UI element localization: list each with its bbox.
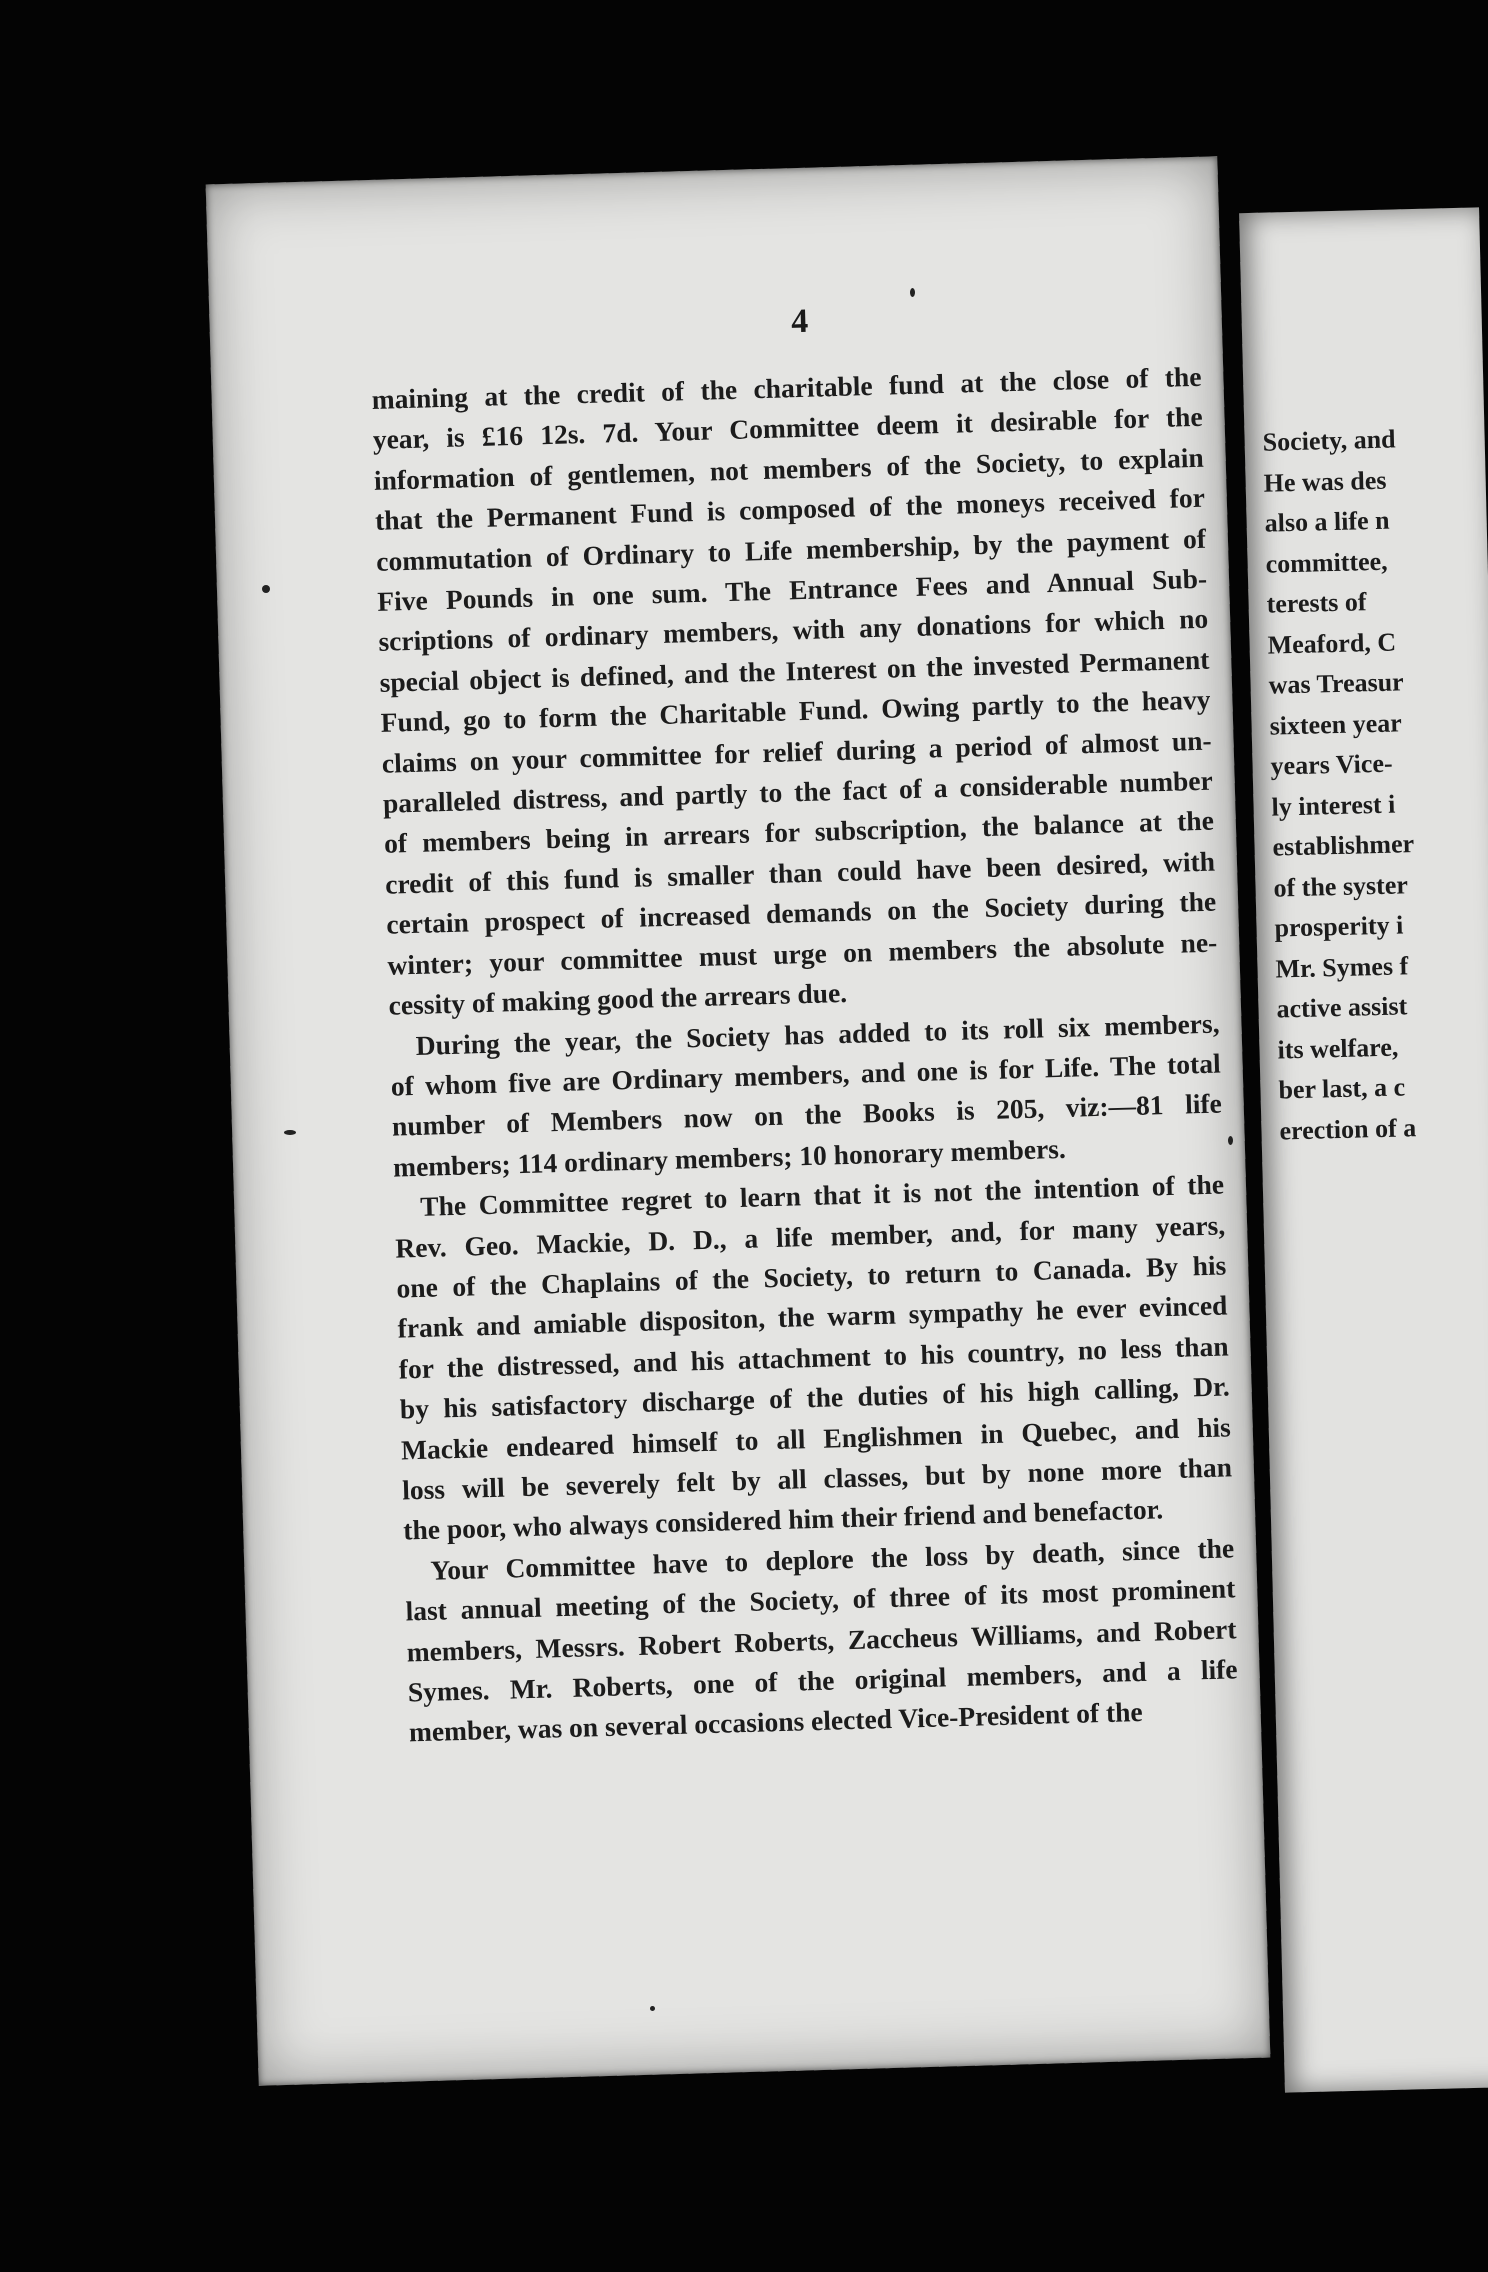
- dust-speck: [284, 1130, 296, 1135]
- facing-page-fragment: [1239, 207, 1488, 2092]
- text-line: credit of this fund is smaller than could have been desired, with: [384, 845, 1216, 900]
- facing-page-line: terests of: [1266, 587, 1367, 619]
- text-line: members; 114 ordinary members; 10 honorary members.: [392, 1132, 1067, 1183]
- text-line: Five Pounds in one sum. The Entrance Fees and Annual Sub-: [376, 562, 1208, 617]
- facing-page-line: ber last, a c: [1278, 1072, 1406, 1105]
- text-line: claims on your committee for relief during a period of almost un-: [381, 724, 1212, 779]
- facing-page-line: prosperity i: [1274, 910, 1404, 943]
- paragraph: [394, 1165, 1234, 1552]
- text-line: frank and amiable dispositon, the warm sympathy he ever evinced: [397, 1289, 1228, 1344]
- facing-page-line: was Treasur: [1268, 667, 1405, 700]
- facing-page-text: [1262, 419, 1421, 1151]
- text-line: year, is £16 12s. 7d. Your Committee deem it desirable for the: [372, 401, 1203, 456]
- text-line: Your Committee have to deplore the loss by death, since the: [429, 1532, 1235, 1586]
- text-line: that the Permanent Fund is composed of the moneys received for: [374, 481, 1206, 537]
- facing-page-line: Mr. Symes f: [1275, 950, 1409, 984]
- text-line: by his satisfactory discharge of the duties of his high calling, Dr.: [399, 1370, 1231, 1425]
- text-line: one of the Chaplains of the Society, to return to Canada. By his: [396, 1249, 1227, 1304]
- facing-page-line: establishmer: [1272, 829, 1415, 862]
- facing-page-line: also a life n: [1264, 505, 1390, 538]
- facing-page-line: its welfare,: [1277, 1032, 1399, 1065]
- page-number: 4: [790, 302, 809, 341]
- text-line: special object is defined, and the Interest on the invested Permanent: [379, 643, 1210, 698]
- text-line: cessity of making good the arrears due.: [388, 977, 848, 1021]
- facing-page-line: He was des: [1263, 465, 1387, 498]
- text-line: Rev. Geo. Mackie, D. D., a life member, and, for many years,: [394, 1208, 1226, 1264]
- dust-speck: [1228, 1136, 1233, 1145]
- facing-page-line: ly interest i: [1271, 789, 1396, 822]
- facing-page-line: committee,: [1265, 546, 1388, 579]
- text-line: the poor, who always considered him their friend and benefactor.: [402, 1493, 1164, 1546]
- text-line: for the distressed, and his attachment to his country, no less than: [398, 1330, 1229, 1385]
- text-line: last annual meeting of the Society, of three of its most prominent: [405, 1572, 1236, 1627]
- facing-page-line: Meaford, C: [1267, 627, 1397, 660]
- text-line: Mackie endeared himself to all Englishmen in Quebec, and his: [400, 1410, 1232, 1466]
- dust-speck: [262, 585, 270, 593]
- text-line: certain prospect of increased demands on the Society during the: [385, 885, 1217, 941]
- text-line: winter; your committee must urge on members the absolute ne-: [387, 926, 1218, 981]
- paragraph: [389, 1003, 1223, 1188]
- text-line: of whom five are Ordinary members, and one is for Life. The total: [390, 1047, 1221, 1102]
- text-line: of members being in arrears for subscription, the balance at the: [383, 805, 1215, 860]
- text-line: number of Members now on the Books is 205, viz:—81 life: [391, 1087, 1223, 1142]
- text-line: During the year, the Society has added to its roll six members,: [415, 1007, 1220, 1061]
- text-line: paralleled distress, and partly to the fact of a considerable number: [382, 764, 1214, 819]
- main-page: [206, 156, 1271, 2086]
- facing-page-line: Society, and: [1262, 424, 1396, 457]
- text-line: commutation of Ordinary to Life membership, by the payment of: [375, 522, 1207, 577]
- text-line: Fund, go to form the Charitable Fund. Owing partly to the heavy: [380, 683, 1211, 739]
- text-line: Symes. Mr. Roberts, one of the original members, and a life: [407, 1653, 1238, 1708]
- text-line: maining at the credit of the charitable fund at the close of the: [371, 360, 1202, 415]
- body-text: [371, 357, 1239, 1753]
- text-line: The Committee regret to learn that it is not the intention of the: [419, 1168, 1225, 1223]
- dust-speck: [910, 288, 915, 297]
- facing-page-line: sixteen year: [1269, 707, 1403, 741]
- text-line: member, was on several occasions elected Vice-President of the: [408, 1696, 1144, 1748]
- facing-page-line: erection of a: [1279, 1112, 1417, 1145]
- facing-page-line: of the syster: [1273, 869, 1409, 903]
- paragraph: [371, 357, 1219, 1026]
- facing-page-line: active assist: [1276, 991, 1408, 1024]
- text-line: information of gentlemen, not members of the Society, to explain: [373, 441, 1205, 496]
- text-line: members, Messrs. Robert Roberts, Zaccheus Williams, and Robert: [406, 1612, 1237, 1668]
- text-line: scriptions of ordinary members, with any donations for which no: [378, 603, 1209, 658]
- paragraph: [404, 1528, 1239, 1753]
- dust-speck: [650, 2006, 655, 2011]
- text-line: loss will be severely felt by all classes, but by none more than: [401, 1451, 1233, 1506]
- facing-page-line: years Vice-: [1270, 748, 1393, 781]
